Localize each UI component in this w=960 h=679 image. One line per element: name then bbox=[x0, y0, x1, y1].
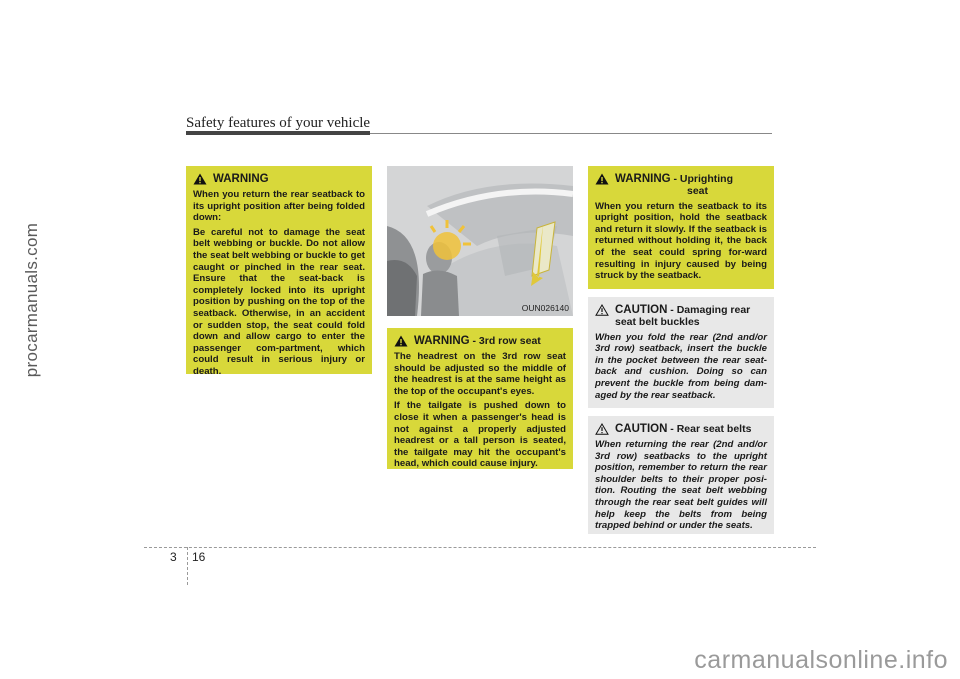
warning-triangle-icon bbox=[595, 173, 609, 185]
warning-box-3rd-row-seat bbox=[387, 328, 573, 469]
warning-box-uprighting-seat bbox=[588, 166, 774, 289]
warning-triangle-icon bbox=[193, 173, 207, 185]
caution-subtitle-line2: seat belt buckles bbox=[615, 316, 700, 328]
caution-paragraph: When you fold the rear (2nd and/or 3rd row) seatback, insert the buckle in the pocket between the rear seat-back and cushion. Doing so can prevent the buckle from being dam-aged by the rear seatback. bbox=[595, 331, 767, 401]
warning-title: WARNING bbox=[213, 173, 269, 185]
warning-subtitle: - Uprighting bbox=[670, 173, 733, 185]
caution-heading bbox=[595, 304, 767, 329]
warning-paragraph: If the tailgate is pushed down to close it when a passenger's head is not against a properly adjusted headrest or a tall person is seated, the tailgate may hit the occupant's head, which could cause injury. bbox=[394, 400, 566, 470]
side-watermark: procarmanuals.com bbox=[22, 222, 41, 378]
warning-triangle-icon bbox=[394, 335, 408, 347]
caution-title: CAUTION bbox=[615, 423, 668, 435]
warning-heading bbox=[394, 335, 566, 348]
caution-box-rear-seat-belts bbox=[588, 416, 774, 534]
warning-subtitle-line2: seat bbox=[687, 185, 709, 197]
warning-paragraph: When you return the rear seatback to its upright position after being folded down: bbox=[193, 189, 365, 224]
warning-heading bbox=[595, 173, 767, 198]
footer-dashed-rule bbox=[144, 547, 816, 548]
header-rule-thin bbox=[370, 133, 772, 134]
page-number: 16 bbox=[192, 550, 206, 564]
warning-box-seatback bbox=[186, 166, 372, 377]
warning-heading bbox=[193, 173, 365, 186]
caution-title: CAUTION bbox=[615, 304, 668, 316]
warning-title: WARNING bbox=[615, 173, 671, 185]
caution-box-buckles bbox=[588, 297, 774, 408]
bottom-watermark: carmanualsonline.info bbox=[694, 646, 948, 674]
caution-subtitle: - Rear seat belts bbox=[667, 423, 752, 435]
chapter-number: 3 bbox=[170, 550, 177, 564]
caution-triangle-icon bbox=[595, 304, 609, 316]
page-header-title: Safety features of your vehicle bbox=[186, 115, 371, 131]
warning-paragraph: When you return the seatback to its upright position, hold the seatback and return it slowly. If the seatback is returned without holding it, the back of the seat could spring for-ward resulting in injury caused by being struck by the seatback. bbox=[595, 200, 767, 282]
figure-code: OUN026140 bbox=[521, 303, 569, 313]
caution-heading bbox=[595, 423, 767, 436]
caution-triangle-icon bbox=[595, 423, 609, 435]
warning-paragraph: Be careful not to damage the seat belt webbing or buckle. Do not allow the seat belt webbing or buckle to get caught or pinched in the rear seat. Ensure that the seat-back is completely locked into its upright position by pushing on the top of the seatback. Otherwise, in an accident or sudden stop, the seat could fold down and allow cargo to enter the passenger com-partment, which could result in serious injury or death. bbox=[193, 226, 365, 377]
tailgate-headrest-drawing bbox=[387, 166, 573, 316]
seat-headrest-illustration bbox=[387, 166, 573, 316]
header-rule-dark bbox=[186, 131, 370, 135]
warning-subtitle: - 3rd row seat bbox=[469, 335, 541, 347]
warning-title: WARNING bbox=[414, 335, 470, 347]
warning-paragraph: The headrest on the 3rd row seat should be adjusted so the middle of the headrest is at the same height as the top of the occupant's eyes. bbox=[394, 351, 566, 397]
footer-dashed-divider bbox=[187, 547, 188, 585]
caution-subtitle: - Damaging rear bbox=[667, 304, 751, 316]
caution-paragraph: When returning the rear (2nd and/or 3rd row) seatbacks to the upright position, remember to return the rear shoulder belts to their proper posi-tion. Routing the seat belt webbing through the rear seat belt guides will help keep the belts from being trapped behind or under the seats. bbox=[595, 439, 767, 532]
